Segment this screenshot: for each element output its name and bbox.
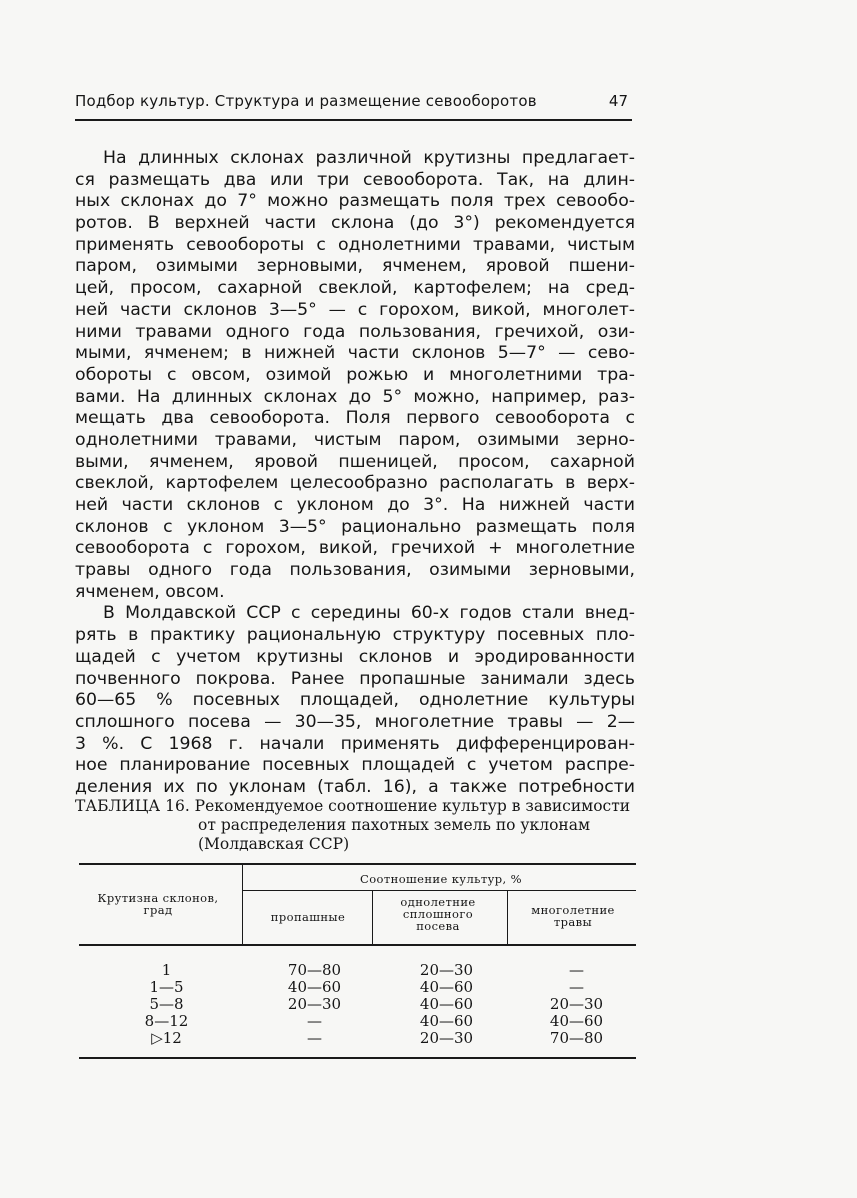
text-line: ное планирование посевных площадей с учетом распре- [75,755,635,776]
table-cell: — [569,961,584,979]
running-title: Подбор культур. Структура и размещение севооборотов [75,92,537,110]
text-line: рять в практику рациональную структуру посевных пло- [75,625,635,646]
column-row-crops [267,962,362,1047]
table-cell: ▷12 [151,1029,182,1047]
col-header-annual: однолетние сплошного посева [400,895,476,933]
caption-line: от распределения пахотных земель по уклонам [198,816,591,834]
table-cell: 70—80 [549,1029,604,1047]
text-line: На длинных склонах различной крутизны предлагает- [103,148,635,168]
text-line: ячменем, овсом. [75,581,225,602]
column-divider [242,864,243,944]
text-line: ных склонах до 7° можно размещать поля трех севообо- [75,191,635,212]
body-text [75,148,635,799]
text-line: севооборота с горохом, викой, гречихой + многолетние [75,538,635,559]
text-line: ними травами одного года пользования, гречихой, ози- [75,321,635,342]
text-line: мыми, ячменем; в нижней части склонов 5—7° — сево- [75,343,635,364]
text-line: паром, озимыми зерновыми, ячменем, яровой пшени- [75,256,635,277]
text-line: почвенного покрова. Ранее пропашные занимали здесь [75,668,635,689]
text-line: деления их по уклонам (табл. 16), а также потребности [75,776,635,797]
text-line: ротов. В верхней части склона (до 3°) рекомендуется [75,213,635,234]
table-cell: 40—60 [549,1012,604,1030]
table-bottom-rule [79,1057,636,1059]
text-line: цей, просом, сахарной свеклой, картофелем; на сред- [75,278,635,299]
running-head [75,92,630,116]
table-cell: 8—12 [144,1012,189,1030]
text-line: выми, ячменем, яровой пшеницей, просом, сахарной [75,451,635,472]
group-header: Соотношение культур, % [360,872,522,886]
table-cell: 5—8 [149,995,184,1013]
text-line: ся размещать два или три севооборота. Так, на длин- [75,169,635,190]
table-cell: — [307,1029,322,1047]
group-header-rule [242,890,636,891]
table-cell: 70—80 [287,961,342,979]
col-header-perennial: многолетние травы [531,903,615,929]
table-cell: 20—30 [549,995,604,1013]
table-cell: 40—60 [287,978,342,996]
header-bottom-rule [79,944,636,946]
text-line: ней части склонов 3—5° — с горохом, викой, многолет- [75,299,635,320]
table-cell: 20—30 [419,961,474,979]
text-line: вами. На длинных склонах до 5° можно, например, раз- [75,386,635,407]
column-divider [507,891,508,944]
table-cell: — [569,978,584,996]
text-line: 60—65 % посевных площадей, однолетние культуры [75,690,635,711]
table-cell: 40—60 [419,1012,474,1030]
col-header-row-crops: пропашные [270,910,346,924]
column-divider [372,891,373,944]
text-line: применять севообороты с однолетними травами, чистым [75,234,635,255]
header-rule [75,119,632,121]
table-cell: 20—30 [419,1029,474,1047]
page-number: 47 [608,92,628,110]
column-annual [399,962,494,1047]
table-top-rule [79,863,636,865]
column-slope [119,962,214,1047]
table-cell: 20—30 [287,995,342,1013]
table-cell: 40—60 [419,995,474,1013]
text-line: щадей с учетом крутизны склонов и эродированности [75,646,635,667]
text-line: обороты с овсом, озимой рожью и многолетними тра- [75,364,635,385]
stub-header: Крутизна склонов, град [97,891,219,917]
text-line: свеклой, картофелем целесообразно располагать в верх- [75,473,635,494]
text-line: В Молдавской ССР с середины 60-х годов стали внед- [103,603,635,624]
table-cell: 1—5 [149,978,184,996]
text-line: мещать два севооборота. Поля первого севооборота с [75,408,635,429]
text-line: травы одного года пользования, озимыми зерновыми, [75,560,635,581]
table-cell: — [307,1012,322,1030]
crop-ratio-table [79,858,636,1063]
table-cell: 40—60 [419,978,474,996]
table-cell: 1 [161,961,172,979]
text-line: однолетними травами, чистым паром, озимыми зерно- [75,429,635,450]
text-line: склонов с уклоном 3—5° рационально размещать поля [75,516,635,537]
table-caption [75,797,640,854]
caption-line: ТАБЛИЦА 16. Рекомендуемое соотношение культур в зависимости [75,797,631,815]
text-line: 3 %. С 1968 г. начали применять дифференцирован- [75,733,635,754]
column-perennial [529,962,624,1047]
text-line: сплошного посева — 30—35, многолетние травы — 2— [75,711,635,732]
caption-line: (Молдавская ССР) [198,835,350,853]
text-line: ней части склонов с уклоном до 3°. На нижней части [75,495,635,515]
